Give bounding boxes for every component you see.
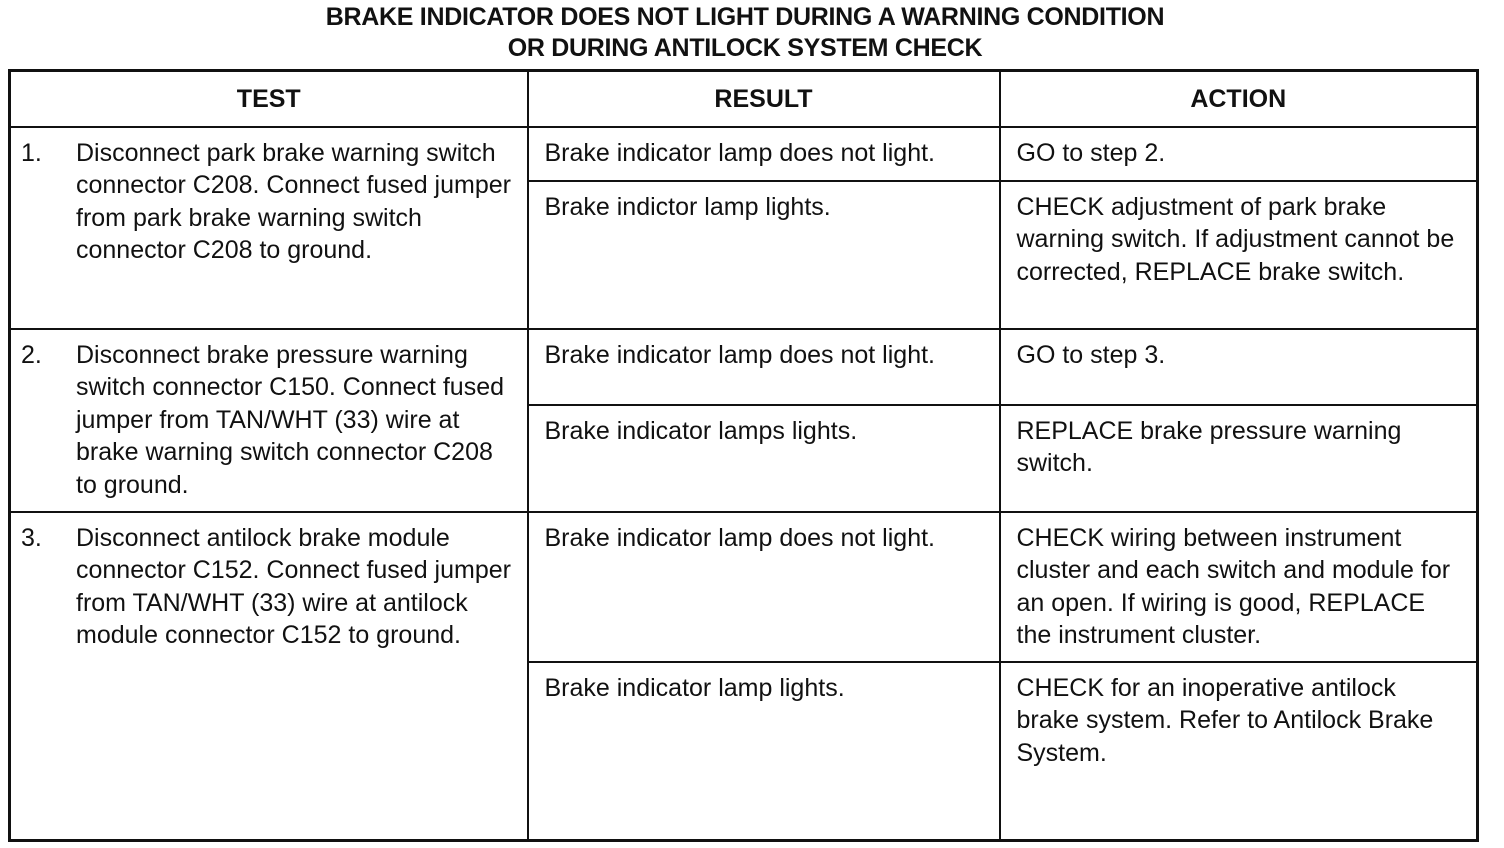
step-number: 1. — [21, 138, 42, 167]
result-cell: Brake indicator lamp does not light. — [528, 127, 1000, 181]
table-row — [10, 127, 1478, 181]
action-cell: CHECK adjustment of park brake warning switch. If adjustment cannot be corrected, REPLACE brake switch. — [1000, 181, 1478, 329]
title-line-1: BRAKE INDICATOR DOES NOT LIGHT DURING A WARNING CONDITION — [325, 3, 1165, 31]
header-action: ACTION — [1000, 71, 1478, 127]
table-row — [10, 512, 1478, 662]
action-cell: CHECK for an inoperative antilock brake system. Refer to Antilock Brake System. — [1000, 662, 1478, 841]
step-number: 3. — [21, 523, 42, 552]
action-cell: GO to step 3. — [1000, 329, 1478, 405]
result-cell: Brake indicator lamp does not light. — [528, 329, 1000, 405]
result-cell: Brake indicator lamp does not light. — [528, 512, 1000, 662]
test-description: Disconnect park brake warning switch connector C208. Connect fused jumper from park brake warning switch connector C208 to ground. — [76, 138, 511, 264]
test-description: Disconnect antilock brake module connector C152. Connect fused jumper from TAN/WHT (33) wire at antilock module connector C152 to ground. — [76, 523, 511, 649]
test-cell-step-1 — [10, 127, 528, 329]
result-cell: Brake indictor lamp lights. — [528, 181, 1000, 329]
test-cell-step-2 — [10, 329, 528, 512]
header-row — [10, 71, 1478, 127]
action-cell: GO to step 2. — [1000, 127, 1478, 181]
action-cell: CHECK wiring between instrument cluster and each switch and module for an open. If wiring is good, REPLACE the instrument cluster. — [1000, 512, 1478, 662]
diagnostic-table — [8, 69, 1479, 842]
page-title — [0, 2, 1490, 64]
step-number: 2. — [21, 340, 42, 369]
result-cell: Brake indicator lamps lights. — [528, 405, 1000, 512]
test-cell-step-3 — [10, 512, 528, 841]
header-result: RESULT — [528, 71, 1000, 127]
action-cell: REPLACE brake pressure warning switch. — [1000, 405, 1478, 512]
result-cell: Brake indicator lamp lights. — [528, 662, 1000, 841]
header-test: TEST — [10, 71, 528, 127]
test-description: Disconnect brake pressure warning switch connector C150. Connect fused jumper from TAN/WHT (33) wire at brake warning switch connector C208 to ground. — [76, 340, 505, 499]
title-line-2: OR DURING ANTILOCK SYSTEM CHECK — [507, 34, 983, 62]
table-row — [10, 329, 1478, 405]
